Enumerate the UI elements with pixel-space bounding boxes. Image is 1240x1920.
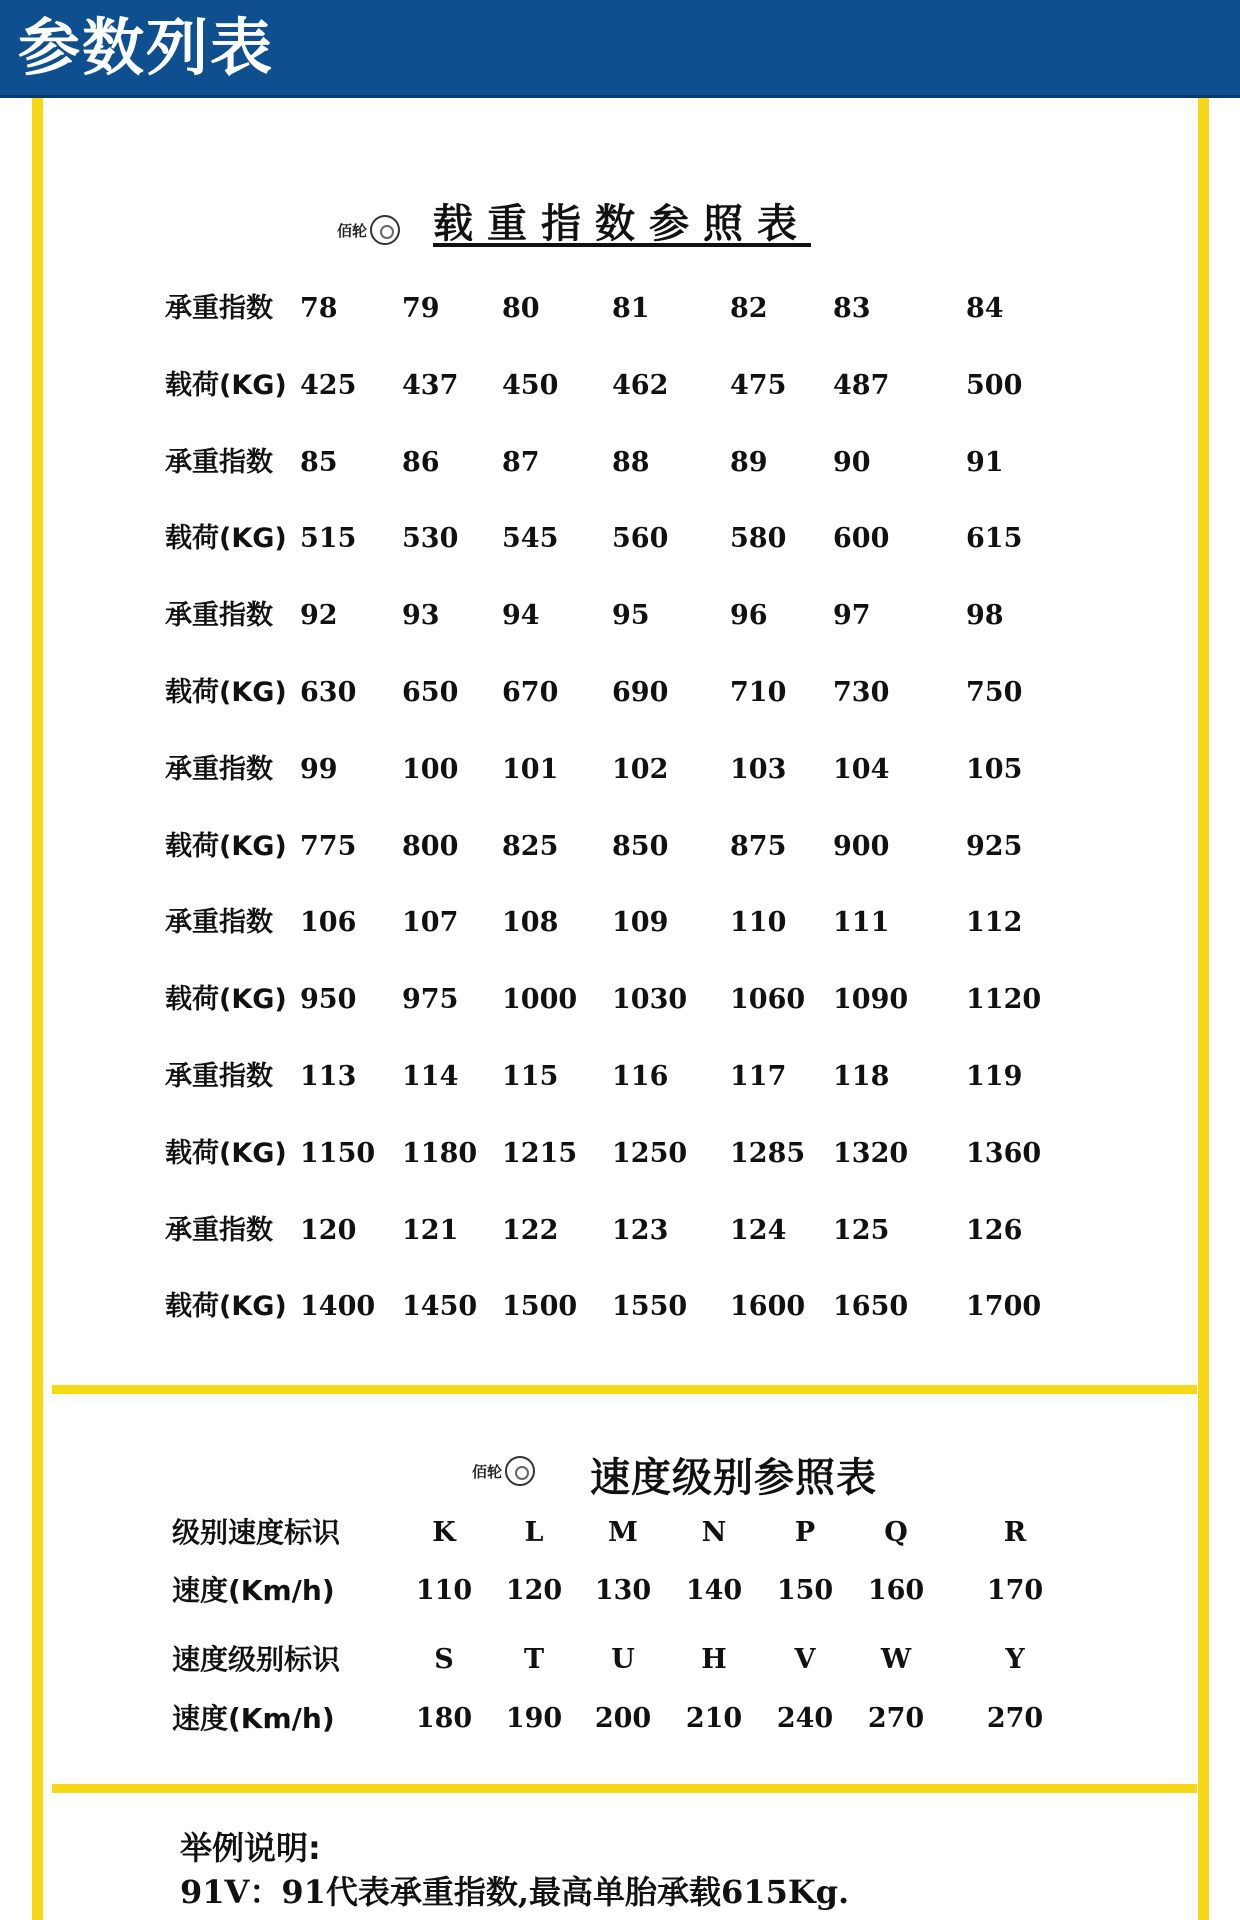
brand-logo-icon bbox=[505, 1456, 535, 1486]
brand-logo-text: 佰轮 bbox=[337, 221, 368, 240]
table-row bbox=[0, 286, 1240, 332]
table-cell: 545 bbox=[502, 523, 559, 555]
table-cell: 90 bbox=[833, 446, 871, 478]
table-cell: 85 bbox=[300, 446, 338, 478]
table-cell: 1500 bbox=[502, 1291, 578, 1323]
table-cell: 102 bbox=[612, 753, 669, 785]
table-cell: L bbox=[524, 1517, 544, 1548]
table-row bbox=[0, 1131, 1240, 1177]
section-divider bbox=[52, 1385, 1197, 1394]
table-cell: 200 bbox=[594, 1703, 652, 1734]
table-cell: 103 bbox=[730, 753, 787, 785]
table-cell: 240 bbox=[776, 1703, 834, 1734]
table-cell: 710 bbox=[730, 677, 787, 708]
table-row bbox=[0, 1208, 1240, 1254]
table-cell: 108 bbox=[502, 907, 559, 939]
table-row bbox=[0, 1568, 1240, 1614]
table-row bbox=[0, 440, 1240, 486]
table-row bbox=[0, 900, 1240, 946]
table-cell: 1360 bbox=[966, 1137, 1042, 1169]
table-cell: 118 bbox=[833, 1061, 890, 1092]
example-text: 91V：91代表承重指数,最高单胎承载615Kg. bbox=[180, 1873, 850, 1911]
table-cell: 86 bbox=[402, 446, 440, 478]
table-cell: 580 bbox=[730, 523, 787, 555]
table-cell: 437 bbox=[402, 369, 459, 401]
table-cell: 900 bbox=[833, 830, 890, 862]
table-cell: 730 bbox=[833, 677, 890, 708]
table-row bbox=[0, 824, 1240, 870]
table-cell: 126 bbox=[966, 1214, 1023, 1246]
table-cell: 119 bbox=[966, 1061, 1023, 1092]
table-cell: 560 bbox=[612, 523, 669, 555]
table-row bbox=[0, 670, 1240, 716]
table-cell: 1215 bbox=[502, 1137, 578, 1169]
table-cell: 1030 bbox=[612, 984, 688, 1016]
table-cell: 615 bbox=[966, 523, 1023, 555]
table-cell: 500 bbox=[966, 369, 1023, 401]
table-cell: 80 bbox=[502, 293, 540, 324]
table-cell: 1600 bbox=[730, 1291, 806, 1323]
table-cell: 462 bbox=[612, 369, 669, 401]
table-cell: 670 bbox=[502, 677, 559, 708]
row-label: 速度级别标识 bbox=[172, 1643, 341, 1676]
table-cell: 650 bbox=[402, 677, 459, 708]
table-cell: 99 bbox=[300, 753, 338, 785]
brand-logo bbox=[472, 1456, 535, 1486]
table-cell: 800 bbox=[402, 830, 459, 862]
table-cell: 115 bbox=[502, 1061, 559, 1092]
table-cell: 875 bbox=[730, 830, 787, 862]
table-cell: 150 bbox=[776, 1575, 834, 1606]
table-cell: 130 bbox=[594, 1575, 652, 1606]
table-cell: 107 bbox=[402, 907, 459, 939]
table-cell: 270 bbox=[986, 1703, 1044, 1734]
table-cell: 106 bbox=[300, 907, 357, 939]
table-cell: 111 bbox=[833, 907, 890, 939]
table-cell: U bbox=[611, 1644, 635, 1675]
table-cell: R bbox=[1003, 1517, 1027, 1548]
row-label: 速度(Km/h) bbox=[172, 1574, 335, 1607]
table-cell: 125 bbox=[833, 1214, 890, 1246]
table-cell: 140 bbox=[685, 1575, 743, 1606]
table-row bbox=[0, 593, 1240, 639]
table-row bbox=[0, 1637, 1240, 1683]
table-cell: 83 bbox=[833, 293, 871, 324]
table-cell: 630 bbox=[300, 677, 357, 708]
table-cell: 113 bbox=[300, 1061, 357, 1092]
table-cell: M bbox=[608, 1517, 638, 1548]
table-cell: P bbox=[794, 1517, 816, 1548]
table-cell: 97 bbox=[833, 600, 871, 632]
table-cell: T bbox=[523, 1644, 545, 1675]
table-cell: 1000 bbox=[502, 984, 578, 1016]
load-table-title: 载重指数参照表 bbox=[433, 201, 811, 247]
table-cell: 750 bbox=[966, 677, 1023, 708]
table-cell: 1250 bbox=[612, 1137, 688, 1169]
table-cell: 1090 bbox=[833, 984, 909, 1016]
table-cell: 94 bbox=[502, 600, 540, 632]
speed-table-title: 速度级别参照表 bbox=[590, 1455, 877, 1501]
table-cell: 121 bbox=[402, 1214, 459, 1246]
table-cell: 475 bbox=[730, 369, 787, 401]
table-cell: 110 bbox=[730, 907, 787, 939]
row-label: 载荷(KG) bbox=[165, 984, 287, 1016]
table-cell: 210 bbox=[685, 1703, 743, 1734]
section-divider bbox=[52, 1784, 1197, 1793]
table-cell: 95 bbox=[612, 600, 650, 632]
table-cell: 925 bbox=[966, 830, 1023, 862]
table-cell: 1700 bbox=[966, 1291, 1042, 1323]
table-cell: V bbox=[794, 1644, 816, 1675]
table-cell: 91 bbox=[966, 446, 1004, 478]
row-label: 承重指数 bbox=[165, 907, 273, 939]
table-row bbox=[0, 1054, 1240, 1100]
table-cell: 1450 bbox=[402, 1291, 478, 1323]
table-cell: Q bbox=[884, 1517, 908, 1548]
table-cell: 92 bbox=[300, 600, 338, 632]
table-cell: 105 bbox=[966, 753, 1023, 785]
table-cell: 87 bbox=[502, 446, 540, 478]
table-cell: 775 bbox=[300, 830, 357, 862]
table-cell: 116 bbox=[612, 1061, 669, 1092]
table-cell: 487 bbox=[833, 369, 890, 401]
row-label: 级别速度标识 bbox=[172, 1516, 341, 1549]
table-cell: 120 bbox=[300, 1214, 357, 1246]
table-cell: 84 bbox=[966, 293, 1004, 324]
table-cell: W bbox=[880, 1644, 912, 1675]
row-label: 载荷(KG) bbox=[165, 523, 287, 555]
table-cell: 190 bbox=[505, 1703, 563, 1734]
table-cell: 79 bbox=[402, 293, 440, 324]
table-cell: 88 bbox=[612, 446, 650, 478]
table-cell: 270 bbox=[867, 1703, 925, 1734]
table-cell: 1120 bbox=[966, 984, 1042, 1016]
table-cell: 1650 bbox=[833, 1291, 909, 1323]
row-label: 承重指数 bbox=[165, 293, 273, 324]
table-cell: 425 bbox=[300, 369, 357, 401]
table-cell: 82 bbox=[730, 293, 768, 324]
table-row bbox=[0, 363, 1240, 409]
table-cell: 93 bbox=[402, 600, 440, 632]
table-cell: 114 bbox=[402, 1061, 459, 1092]
table-row bbox=[0, 516, 1240, 562]
table-cell: 515 bbox=[300, 523, 357, 555]
table-row bbox=[0, 1284, 1240, 1330]
table-cell: 78 bbox=[300, 293, 338, 324]
row-label: 载荷(KG) bbox=[165, 1291, 287, 1323]
brand-logo-text: 佰轮 bbox=[472, 1462, 503, 1481]
table-cell: 160 bbox=[867, 1575, 925, 1606]
table-cell: 117 bbox=[730, 1061, 787, 1092]
table-row bbox=[0, 1510, 1240, 1556]
table-cell: 98 bbox=[966, 600, 1004, 632]
row-label: 承重指数 bbox=[165, 753, 273, 785]
table-cell: N bbox=[701, 1517, 727, 1548]
table-row bbox=[0, 747, 1240, 793]
table-cell: 975 bbox=[402, 984, 459, 1016]
table-cell: 124 bbox=[730, 1214, 787, 1246]
row-label: 载荷(KG) bbox=[165, 830, 287, 862]
table-cell: 1060 bbox=[730, 984, 806, 1016]
row-label: 载荷(KG) bbox=[165, 369, 287, 401]
brand-logo-icon bbox=[370, 215, 400, 245]
table-cell: 170 bbox=[986, 1575, 1044, 1606]
page-title: 参数列表 bbox=[18, 11, 275, 84]
table-cell: 89 bbox=[730, 446, 768, 478]
table-cell: 950 bbox=[300, 984, 357, 1016]
row-label: 载荷(KG) bbox=[165, 1137, 287, 1169]
table-cell: 1320 bbox=[833, 1137, 909, 1169]
table-row bbox=[0, 977, 1240, 1023]
table-cell: 112 bbox=[966, 907, 1023, 939]
table-cell: 100 bbox=[402, 753, 459, 785]
table-cell: H bbox=[701, 1644, 727, 1675]
table-cell: 1150 bbox=[300, 1137, 376, 1169]
table-cell: 530 bbox=[402, 523, 459, 555]
table-cell: 600 bbox=[833, 523, 890, 555]
table-cell: 180 bbox=[415, 1703, 473, 1734]
table-cell: 122 bbox=[502, 1214, 559, 1246]
table-cell: Y bbox=[1005, 1644, 1025, 1675]
table-cell: 96 bbox=[730, 600, 768, 632]
table-cell: 825 bbox=[502, 830, 559, 862]
row-label: 速度(Km/h) bbox=[172, 1702, 335, 1735]
row-label: 载荷(KG) bbox=[165, 677, 287, 708]
table-cell: 850 bbox=[612, 830, 669, 862]
table-cell: S bbox=[434, 1644, 454, 1675]
table-cell: K bbox=[432, 1517, 456, 1548]
example-title: 举例说明: bbox=[180, 1829, 321, 1867]
row-label: 承重指数 bbox=[165, 1214, 273, 1246]
row-label: 承重指数 bbox=[165, 446, 273, 478]
row-label: 承重指数 bbox=[165, 600, 273, 632]
table-cell: 690 bbox=[612, 677, 669, 708]
brand-logo bbox=[337, 215, 400, 245]
table-cell: 450 bbox=[502, 369, 559, 401]
table-cell: 123 bbox=[612, 1214, 669, 1246]
table-cell: 1180 bbox=[402, 1137, 478, 1169]
table-cell: 1400 bbox=[300, 1291, 376, 1323]
table-row bbox=[0, 1696, 1240, 1742]
table-cell: 120 bbox=[505, 1575, 563, 1606]
table-cell: 101 bbox=[502, 753, 559, 785]
table-cell: 104 bbox=[833, 753, 890, 785]
header-bar bbox=[0, 0, 1240, 98]
table-cell: 109 bbox=[612, 907, 669, 939]
table-cell: 1550 bbox=[612, 1291, 688, 1323]
table-cell: 110 bbox=[415, 1575, 473, 1606]
row-label: 承重指数 bbox=[165, 1061, 273, 1092]
table-cell: 1285 bbox=[730, 1137, 806, 1169]
table-cell: 81 bbox=[612, 293, 650, 324]
